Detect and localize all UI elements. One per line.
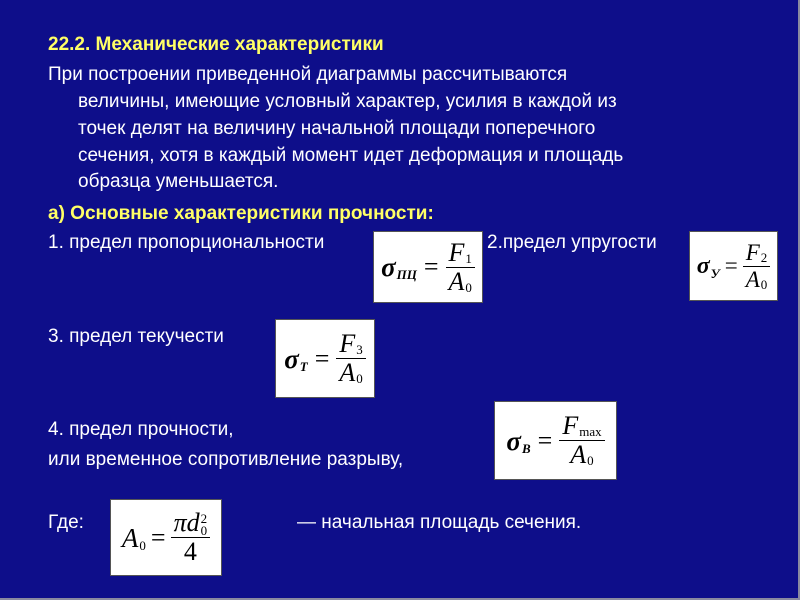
numerator	[446, 239, 475, 268]
area-subscript: 0	[465, 279, 472, 295]
area-subscript: 0	[587, 453, 594, 468]
force-subscript: 2	[760, 249, 768, 265]
section-heading: 22.2. Механические характеристики	[48, 34, 384, 55]
denominator	[567, 441, 596, 469]
item-yield-strength: 3. предел текучести	[48, 326, 224, 347]
where-label: Где:	[48, 512, 84, 533]
fraction	[559, 412, 604, 469]
pi-diameter-symbol: πd	[173, 508, 200, 537]
numerator	[743, 240, 771, 267]
force-symbol: F	[562, 411, 579, 440]
formula-ultimate-strength	[494, 401, 617, 480]
force-subscript: 1	[465, 250, 472, 266]
numerator	[336, 330, 365, 359]
force-symbol: F	[339, 329, 356, 358]
equals-sign: =	[724, 253, 738, 278]
equals-sign: =	[537, 425, 553, 455]
intro-line-5: образца уменьшается.	[78, 171, 279, 192]
formula-lhs	[381, 252, 417, 282]
numerator	[171, 509, 211, 538]
sigma-symbol: σ	[284, 343, 299, 374]
item-proportional-limit: 1. предел пропорциональности	[48, 232, 325, 253]
denominator	[446, 268, 475, 296]
equals-sign: =	[314, 343, 330, 373]
sigma-subscript: B	[521, 440, 531, 456]
force-symbol: F	[448, 237, 465, 267]
sigma-symbol: σ	[696, 253, 710, 279]
formula-yield-strength	[275, 319, 375, 398]
area-symbol: A	[745, 266, 760, 292]
sigma-symbol: σ	[506, 425, 521, 456]
area-symbol: A	[570, 440, 587, 469]
formula-lhs	[506, 426, 530, 456]
intro-line-4: сечения, хотя в каждый момент идет деформация и площадь	[78, 145, 624, 166]
item-ultimate-strength: 4. предел прочности,	[48, 419, 234, 440]
intro-line-2: величины, имеющие условный характер, усилия в каждой из	[78, 91, 617, 112]
area-subscript: 0	[356, 371, 363, 386]
area-symbol: A	[339, 358, 356, 387]
fraction	[446, 239, 475, 296]
fraction	[336, 330, 365, 387]
fraction	[171, 509, 211, 566]
sigma-subscript: T	[299, 358, 308, 374]
formula-elastic-limit	[689, 231, 778, 301]
intro-line-1: При построении приведенной диаграммы рассчитываются	[48, 64, 568, 85]
formula-proportional-limit	[373, 231, 483, 303]
formula-initial-area	[110, 499, 222, 576]
force-subscript: max	[579, 424, 602, 439]
numerator	[559, 412, 604, 441]
item-ultimate-strength-alt: или временное сопротивление разрыву,	[48, 449, 404, 470]
formula-lhs	[697, 251, 720, 281]
denominator-value: 4	[183, 537, 197, 566]
equals-sign: =	[150, 522, 166, 552]
area-symbol: A	[448, 266, 465, 296]
formula-lhs	[284, 344, 308, 374]
area-subscript: 0	[139, 537, 146, 553]
area-symbol: A	[121, 522, 139, 553]
formula-lhs	[122, 523, 146, 553]
force-symbol: F	[745, 239, 760, 265]
where-description: — начальная площадь сечения.	[297, 512, 582, 533]
item-elastic-limit: 2.предел упругости	[487, 232, 657, 253]
denominator	[743, 267, 771, 293]
subheading: а) Основные характеристики прочности:	[48, 203, 434, 224]
denominator	[336, 359, 365, 387]
area-subscript: 0	[760, 276, 768, 292]
equals-sign: =	[423, 252, 439, 281]
diameter-subscript: 0	[200, 523, 208, 538]
diameter-indices	[201, 513, 208, 537]
sigma-subscript: У	[710, 266, 720, 281]
denominator	[181, 538, 200, 566]
intro-line-3: точек делят на величину начальной площади поперечного	[78, 118, 596, 139]
diameter-superscript: 2	[200, 511, 208, 526]
fraction	[743, 240, 771, 293]
force-subscript: 3	[356, 342, 363, 357]
sigma-symbol: σ	[381, 252, 396, 282]
sigma-subscript: ПЦ	[396, 267, 417, 282]
